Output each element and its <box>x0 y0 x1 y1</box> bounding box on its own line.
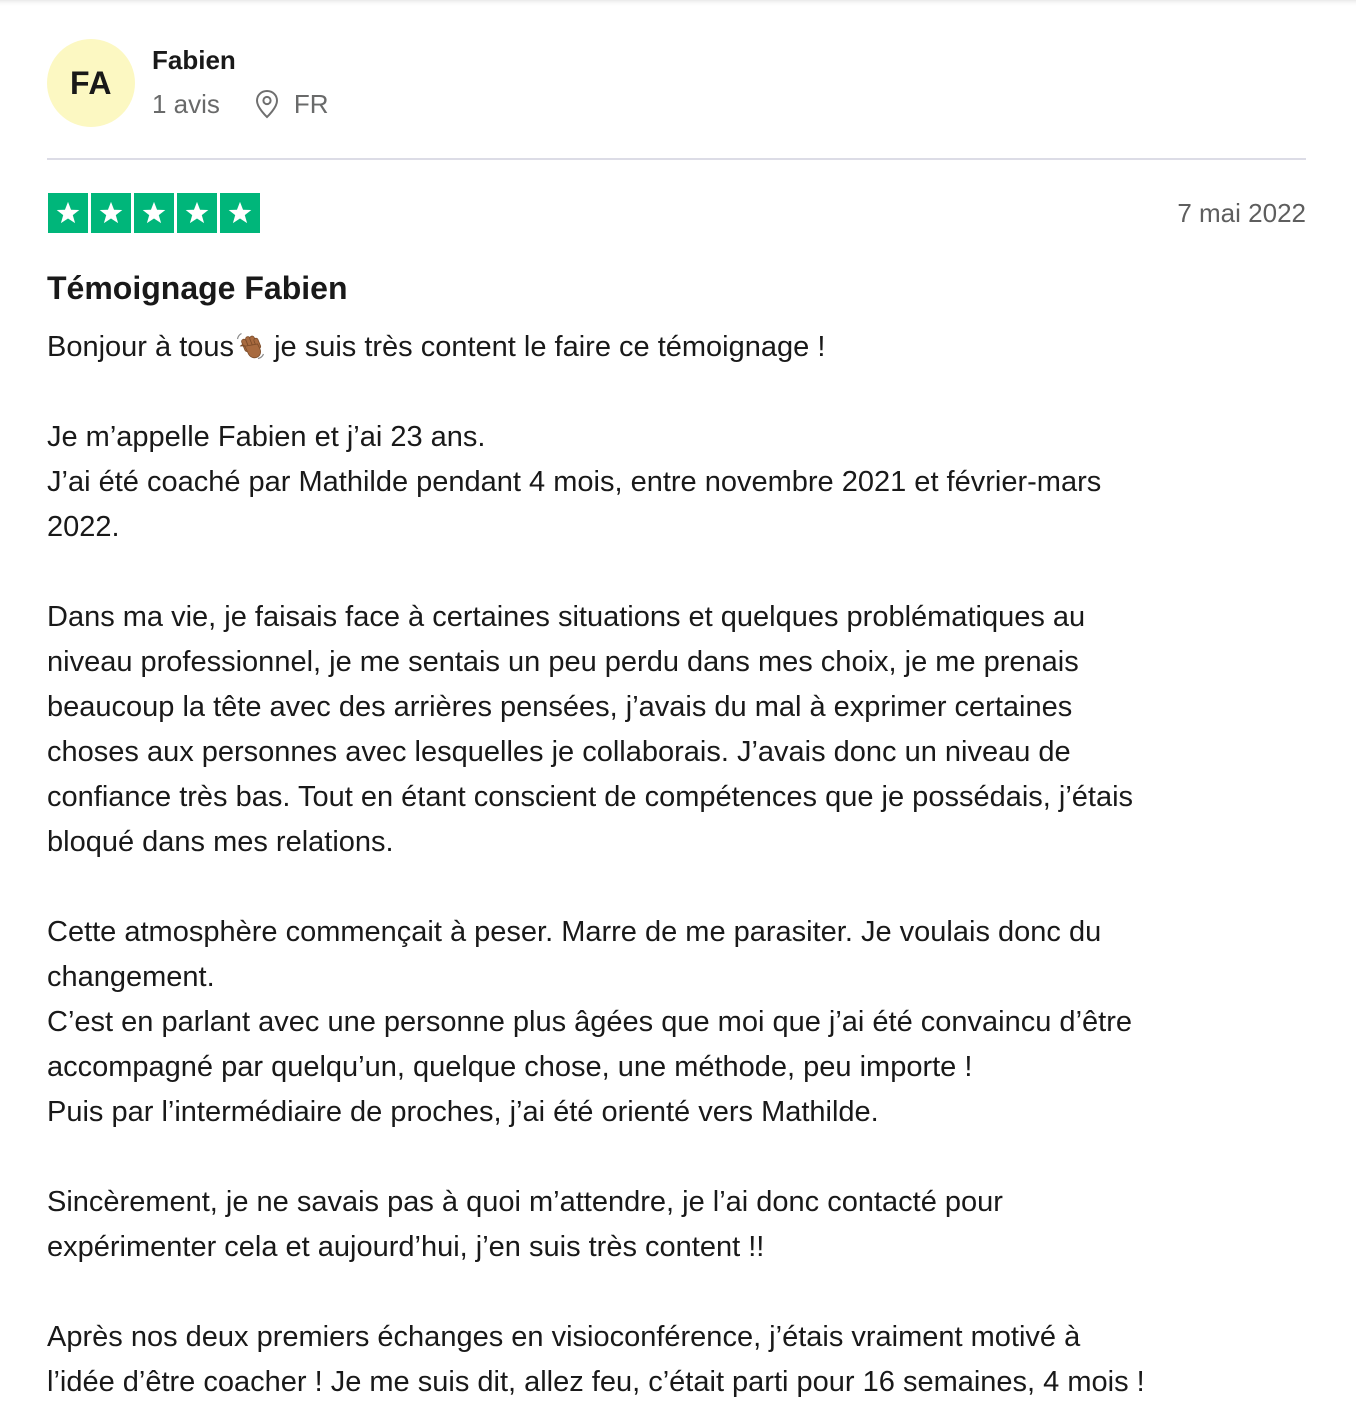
review-date: 7 mai 2022 <box>1177 198 1306 228</box>
reviewer-country: FR <box>293 89 329 119</box>
paragraph-gap <box>47 550 1312 595</box>
review-body <box>47 325 1312 1405</box>
review-line <box>47 325 1312 370</box>
divider <box>47 158 1306 160</box>
review-line: Sincèrement, je ne savais pas à quoi m’attendre, je l’ai donc contacté pour <box>47 1186 1003 1218</box>
paragraph-gap <box>47 1135 1312 1180</box>
review-line: beaucoup la tête avec des arrières pensées, j’avais du mal à exprimer certaines <box>47 691 1073 723</box>
review-line: choses aux personnes avec lesquelles je collaborais. J’avais donc un niveau de <box>47 736 1071 768</box>
review-text: Bonjour à tous <box>47 331 235 363</box>
review-line: Cette atmosphère commençait à peser. Marre de me parasiter. Je voulais donc du <box>47 916 1102 948</box>
review-line: accompagné par quelqu’un, quelque chose, une méthode, peu importe ! <box>47 1051 973 1083</box>
review-line: l’idée d’être coacher ! Je me suis dit, allez feu, c’était parti pour 16 semaines, 4 mois ! <box>47 1366 1145 1398</box>
review-line: C’est en parlant avec une personne plus âgées que moi que j’ai été convaincu d’être <box>47 1006 1132 1038</box>
paragraph-gap <box>47 865 1312 910</box>
location-pin-icon <box>254 89 280 119</box>
paragraph-gap <box>47 370 1312 415</box>
paragraph-gap <box>47 1270 1312 1315</box>
star-icon <box>220 193 260 233</box>
reviewer-info <box>152 39 329 120</box>
review-line: 2022. <box>47 511 120 543</box>
review-line: expérimenter cela et aujourd’hui, j’en suis très content !! <box>47 1231 765 1263</box>
review-line: Je m’appelle Fabien et j’ai 23 ans. <box>47 421 486 453</box>
review-line: bloqué dans mes relations. <box>47 826 394 858</box>
review-line: J’ai été coaché par Mathilde pendant 4 mois, entre novembre 2021 et février-mars <box>47 466 1102 498</box>
review-title[interactable]: Témoignage Fabien <box>47 270 348 306</box>
star-icon <box>177 193 217 233</box>
reviewer-name[interactable]: Fabien <box>152 45 236 75</box>
waving-hand-emoji-icon <box>234 330 266 362</box>
star-icon <box>134 193 174 233</box>
review-line: niveau professionnel, je me sentais un peu perdu dans mes choix, je me prenais <box>47 646 1079 678</box>
reviewer-header <box>47 39 329 127</box>
star-icon <box>91 193 131 233</box>
review-line: Après nos deux premiers échanges en visioconférence, j’étais vraiment motivé à <box>47 1321 1081 1353</box>
review-text: je suis très content le faire ce témoignage ! <box>266 331 826 363</box>
star-rating <box>48 193 260 233</box>
review-count: 1 avis <box>152 89 220 119</box>
review-line: Puis par l’intermédiaire de proches, j’ai été orienté vers Mathilde. <box>47 1096 879 1128</box>
avatar[interactable]: FA <box>47 39 135 127</box>
reviewer-meta <box>152 88 329 120</box>
review-line: confiance très bas. Tout en étant conscient de compétences que je possédais, j’étais <box>47 781 1134 813</box>
star-icon <box>48 193 88 233</box>
review-line: Dans ma vie, je faisais face à certaines situations et quelques problématiques au <box>47 601 1086 633</box>
review-line: changement. <box>47 961 215 993</box>
